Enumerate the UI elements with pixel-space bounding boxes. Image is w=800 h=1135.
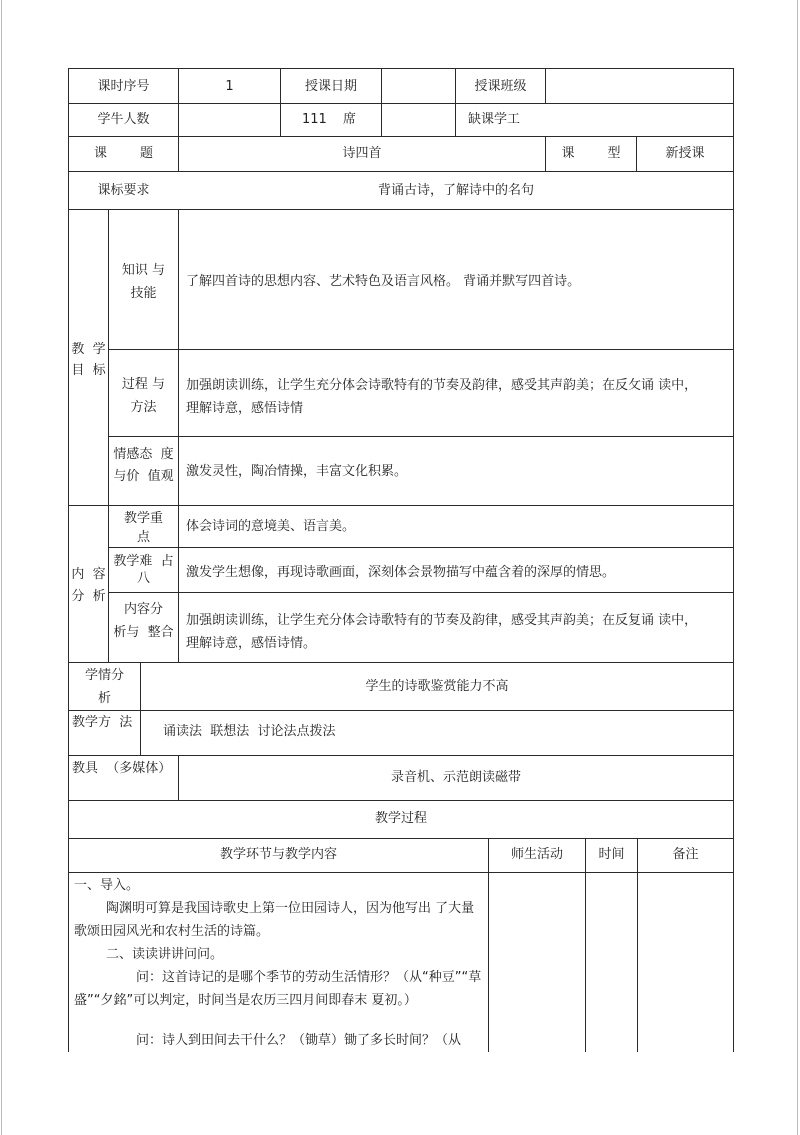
rule-process-title-end <box>68 838 734 839</box>
date-label: 授课日期 <box>304 79 357 94</box>
goal-knowledge-label-2: 技能 <box>130 286 157 301</box>
content-difficulty-label-2: 八 <box>136 571 150 586</box>
topic-value: 诗四首 <box>342 146 382 161</box>
content-integrate-label-2: 析与 整合 <box>113 625 174 640</box>
rule-goals-2 <box>108 436 734 437</box>
rule-content-2 <box>108 592 734 593</box>
goals-group-label-1: 教 学 <box>71 342 106 357</box>
content-integrate-label-1: 内容分 <box>123 602 163 617</box>
rule-left <box>68 68 69 1052</box>
rule-process-col-3 <box>637 838 638 1052</box>
attendance-suffix: 席 <box>343 112 357 127</box>
learner-label-1: 学情分 <box>84 668 124 683</box>
rule-process-header-end <box>68 872 734 873</box>
process-line-intro: 一、导入。 <box>74 878 140 893</box>
process-line-question2: 问：诗人到田间去干什么？（锄草）锄了多长时间？（从 <box>136 1033 462 1048</box>
process-line-intro-text: 陶渊明可算是我国诗歌史上第一位田园诗人，因为他写出 了大量歌颂田园风光和农村生活的诗篇。 <box>74 901 475 939</box>
learner-value: 学生的诗歌鉴赏能力不高 <box>365 679 509 694</box>
lesson-no-label: 课时序号 <box>97 79 150 94</box>
learner-label-2: 析 <box>97 691 111 706</box>
rule-learner-split <box>140 662 141 755</box>
rule-row2 <box>68 136 734 137</box>
content-difficulty-text: 激发学生想像，再现诗歌画面，深刻体会景物描写中蕴含着的深厚的情思。 <box>186 565 616 580</box>
type-label: 课 型 <box>561 146 621 161</box>
rule-row4 <box>68 209 734 210</box>
goal-knowledge-text: 了解四首诗的思想内容、艺术特色及语言风格。 背诵并默写四首诗。 <box>186 274 581 289</box>
content-key-label-2: 点 <box>136 530 150 545</box>
rule-content-1 <box>108 547 734 548</box>
absent-label: 缺课学工 <box>468 112 521 127</box>
class-label: 授课班级 <box>474 79 527 94</box>
curriculum-value: 背诵古诗，了解诗中的名句 <box>377 183 534 198</box>
content-group-label-1: 内 容 <box>71 567 106 582</box>
goal-emotion-label-2: 与价 值观 <box>113 469 174 484</box>
process-col-time: 时间 <box>598 847 625 862</box>
attendance-value: 111 <box>302 112 327 127</box>
rule-col-e <box>545 68 546 103</box>
process-title: 教学过程 <box>374 811 427 826</box>
rule-row-tools-end <box>68 800 734 801</box>
rule-col-c <box>381 68 382 136</box>
topic-label: 课 题 <box>93 146 154 161</box>
lesson-no-value: 1 <box>225 79 234 94</box>
rule-row-learner-end <box>68 710 734 711</box>
rule-process-col-2 <box>585 838 586 1052</box>
type-value: 新授课 <box>665 146 705 161</box>
rule-row-methods-end <box>68 755 734 756</box>
process-col-content: 教学环节与教学内容 <box>219 847 337 862</box>
content-key-text: 体会诗词的意境美、语言美。 <box>186 519 356 534</box>
rule-right <box>733 68 734 1052</box>
goal-process-text-2: 理解诗意，感悟诗情 <box>186 401 304 416</box>
goal-knowledge-label-1: 知识 与 <box>121 263 166 278</box>
methods-label: 教学方 法 <box>72 715 133 730</box>
tools-value: 录音机、示范朗读磁带 <box>390 770 521 785</box>
rule-row1 <box>68 103 734 104</box>
goal-process-label-2: 方法 <box>130 400 157 415</box>
content-integrate-text-1: 加强朗读训练，让学生充分体会诗歌特有的节奏及韵律，感受其声韵美；在反复诵 读中， <box>186 613 698 628</box>
rule-goals-1 <box>108 349 734 350</box>
process-line-question1: 问：这首诗记的是哪个季节的劳动生活情形？（从“种豆”“草盛”“夕銘”可以判定，时间当是农历三四月间即春末 夏初。） <box>74 970 482 1008</box>
rule-top <box>68 68 734 69</box>
goal-emotion-label-1: 情感态 度 <box>113 447 174 462</box>
students-label: 学牛人数 <box>97 112 150 127</box>
methods-value: 诵读法 联想法 讨论法点拨法 <box>163 724 336 739</box>
goal-process-label-1: 过程 与 <box>121 377 166 392</box>
goal-process-text-1: 加强朗读训练，让学生充分体会诗歌特有的节奏及韵律，感受其声韵美；在反攵诵 读中， <box>186 378 698 393</box>
goal-emotion-text: 激发灵性，陶冶情操，丰富文化积累。 <box>186 464 408 479</box>
rule-process-col-1 <box>488 838 489 1052</box>
content-difficulty-label-1: 教学难 占 <box>113 554 174 569</box>
content-key-label-1: 教学重 <box>123 511 163 526</box>
content-group-label-2: 分 析 <box>71 589 106 604</box>
rule-row3 <box>68 171 734 172</box>
rule-sub-split <box>178 209 179 662</box>
rule-row-content-end <box>68 662 734 663</box>
process-line-section2: 二、读读讲讲问问。 <box>106 947 224 962</box>
process-col-note: 备注 <box>672 847 699 862</box>
rule-row-goals-end <box>68 505 734 506</box>
goals-group-label-2: 目 标 <box>71 363 106 378</box>
process-col-activity: 师生活动 <box>510 847 563 862</box>
content-integrate-text-2: 理解诗意，感悟诗情。 <box>186 636 317 651</box>
curriculum-label: 课标要求 <box>97 183 150 198</box>
tools-label: 教具 （多媒体） <box>72 761 172 776</box>
